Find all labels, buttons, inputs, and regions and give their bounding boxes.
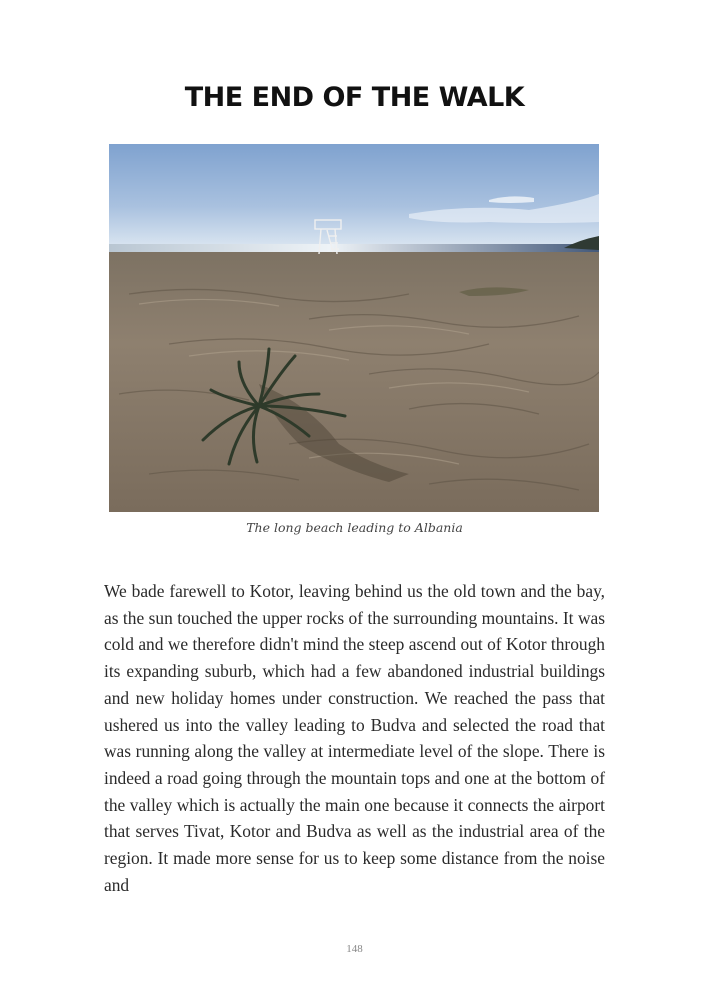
body-paragraph: We bade farewell to Kotor, leaving behind us the old town and the bay, as the sun touched the upper rocks of the surrounding mountains. It was cold and we therefore didn't mind the steep ascend out of Kotor through its expanding suburb, which had a few abandoned industrial buildings and new holiday homes under construction. We reached the pass that ushered us into the valley leading to Budva and selected the road that was running along the valley at intermediate level of the slope. There is indeed a road going through the mountain tops and one at the bottom of the valley which is actually the main one because it connects the airport that serves Tivat, Kotor and Budva as well as the industrial area of the region. It made more sense for us to keep some distance from the noise and (104, 581, 605, 895)
chapter-title: THE END OF THE WALK (184, 82, 525, 113)
beach-photo (109, 144, 599, 512)
page-number: 148 (346, 943, 363, 955)
figure-caption: The long beach leading to Albania (246, 520, 463, 535)
